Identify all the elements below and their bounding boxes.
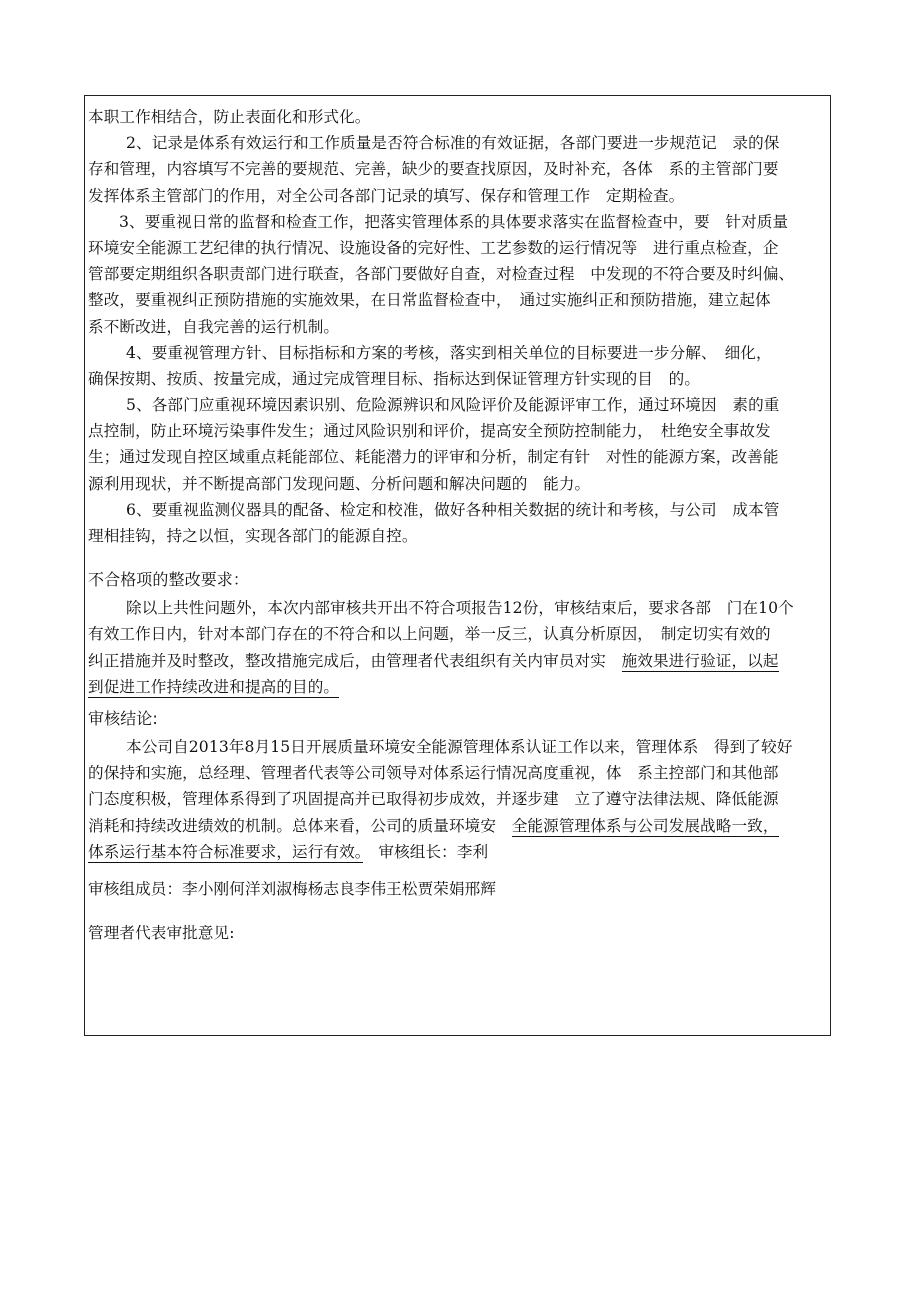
- conclusion-line: 的保持和实施，总经理、管理者代表等公司领导对体系运行情况高度重视，体 系主控部门和其他部: [88, 764, 779, 783]
- rectification-text: 纠正措施并及时整改，整改措施完成后，由管理者代表组织有关内审员对实: [88, 651, 622, 670]
- rectification-line: 除以上共性问题外，本次内部审核共开出不符合项报告12份，审核结束后，要求各部 门在10个: [126, 599, 794, 618]
- paragraph-line: 环境安全能源工艺纪律的执行情况、设施设备的完好性、工艺参数的运行情况等 进行重点检查，企: [88, 238, 779, 257]
- rectification-line: [88, 674, 828, 700]
- conclusion-line: [88, 813, 828, 839]
- audit-team-members: 审核组成员：李小刚何洋刘淑梅杨志良李伟王松贾荣娟邢辉: [88, 879, 497, 898]
- rectification-line: 有效工作日内，针对本部门存在的不符合和以上问题，举一反三，认真分析原因， 制定切实有效的: [88, 625, 771, 644]
- conclusion-text: 消耗和持续改进绩效的机制。总体来看，公司的质量环境安: [88, 816, 512, 835]
- paragraph-line: 确保按期、按质、按量完成，通过完成管理目标、指标达到保证管理方针实现的目 的。: [88, 369, 701, 388]
- conclusion-underlined-text: 全能源管理体系与公司发展战略一致，: [511, 816, 779, 835]
- paragraph-line: 发挥体系主管部门的作用，对全公司各部门记录的填写、保存和管理工作 定期检查。: [88, 186, 685, 205]
- paragraph-line: 本职工作相结合，防止表面化和形式化。: [88, 108, 371, 126]
- paragraph-line: 4、要重视管理方针、目标指标和方案的考核，落实到相关单位的目标要进一步分解、 细化，: [126, 343, 772, 362]
- conclusion-underlined-text: 体系运行基本符合标准要求，运行有效。: [88, 842, 363, 861]
- paragraph-line: 存和管理，内容填写不完善的要规范、完善，缺少的要查找原因，及时补充，各体 系的主管部门要: [88, 160, 779, 179]
- audit-report-frame: [84, 95, 831, 1036]
- paragraph-line: 3、要重视日常的监督和检查工作，把落实管理体系的具体要求落实在监督检查中，要 针对质量: [119, 212, 789, 231]
- paragraph-line: 源利用现状，并不断提高部门发现问题、分析问题和解决问题的 能力。: [88, 474, 591, 493]
- paragraph-line: 6、要重视监测仪器具的配备、检定和校准，做好各种相关数据的统计和考核，与公司 成本管: [126, 500, 780, 519]
- rectification-underlined-text: 到促进工作持续改进和提高的目的。: [88, 677, 340, 696]
- rectification-underlined-text: 施效果进行验证，以起: [621, 651, 779, 670]
- conclusion-line: [88, 839, 828, 865]
- rectification-line: [88, 648, 828, 674]
- paragraph-line: 生；通过发现自控区域重点耗能部位、耗能潜力的评审和分析，制定有针 对性的能源方案，改善能: [88, 448, 779, 467]
- paragraph-line: 5、各部门应重视环境因素识别、危险源辨识和风险评价及能源评审工作，通过环境因 素的重: [126, 396, 780, 415]
- paragraph-line: 2、记录是体系有效运行和工作质量是否符合标准的有效证据，各部门要进一步规范记 录的保: [126, 134, 780, 153]
- paragraph-line: 点控制，防止环境污染事件发生；通过风险识别和评价，提高安全预防控制能力， 杜绝安全事故发: [88, 422, 771, 441]
- paragraph-line: 管部要定期组织各职责部门进行联查，各部门要做好自查，对检查过程 中发现的不符合要及时纠偏、: [88, 265, 795, 284]
- report-content: [88, 104, 828, 947]
- paragraph-line: 整改，要重视纠正预防措施的实施效果，在日常监督检查中， 通过实施纠正和预防措施，建立起体: [88, 291, 771, 310]
- audit-leader: 审核组长：李利: [362, 842, 489, 861]
- paragraph-line: 系不断改进，自我完善的运行机制。: [88, 317, 340, 336]
- approval-label: 管理者代表审批意见:: [88, 923, 235, 942]
- rectification-heading: 不合格项的整改要求：: [88, 570, 250, 590]
- conclusion-heading: 审核结论:: [88, 708, 158, 728]
- paragraph-line: 理相挂钩，持之以恒，实现各部门的能源自控。: [88, 527, 418, 545]
- conclusion-line: 本公司自2013年8月15日开展质量环境安全能源管理体系认证工作以来，管理体系 得到了较好: [126, 737, 793, 756]
- conclusion-line: 门态度积极，管理体系得到了巩固提高并已取得初步成效，并逐步建 立了遵守法律法规、降低能源: [88, 790, 779, 809]
